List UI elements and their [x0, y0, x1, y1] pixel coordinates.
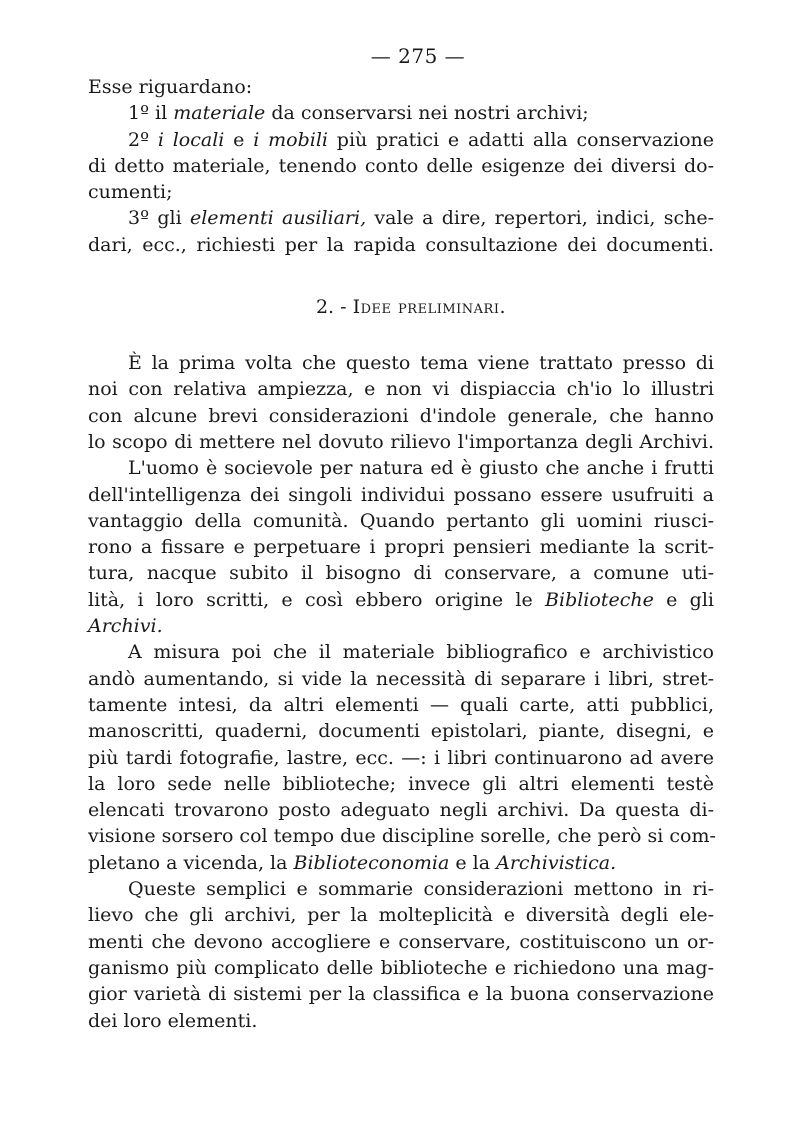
- paragraph-line: lievo che gli archivi, per la molteplicità e diversità degli ele-: [88, 904, 714, 927]
- paragraph-line: [88, 613, 714, 639]
- list-item-3-number: 3º gli: [128, 207, 190, 230]
- paragraph-line: vantaggio della comunità. Quando pertanto gli uomini riusci-: [88, 509, 714, 532]
- list-item-1: [88, 100, 714, 126]
- intro-block: [88, 74, 714, 258]
- paragraph-line: dei loro elementi.: [88, 1009, 258, 1032]
- paragraph-line: [88, 587, 714, 613]
- paragraph-line: visione sorsero col tempo due discipline sorelle, che però si com-: [88, 825, 716, 848]
- section-number: 2. -: [315, 296, 353, 319]
- paragraph-line: A misura poi che il materiale bibliografico e archivistico: [128, 641, 714, 664]
- list-item-2-emphasis-1: i locali: [157, 128, 225, 151]
- paragraph-3: [88, 639, 714, 876]
- paragraph-line: noi con relativa ampiezza, e non vi dispiaccia ch'io lo illustri: [88, 378, 714, 401]
- paragraph-text: pletano a vicenda, la: [88, 851, 294, 874]
- paragraph-2: [88, 455, 714, 639]
- list-item-1-number: 1º il: [128, 102, 174, 125]
- list-item-2-conjunction: e: [224, 128, 254, 151]
- list-item-2-number: 2º: [128, 128, 158, 151]
- paragraph-1: [88, 350, 714, 455]
- paragraph-text: lità, i loro scritti, e così ebbero origine le: [88, 588, 546, 611]
- section-title: Idee preliminari.: [352, 296, 507, 319]
- list-item-2-line-3: cumenti;: [88, 181, 173, 204]
- paragraph-line: Queste semplici e sommarie considerazioni mettono in ri-: [128, 878, 714, 901]
- paragraph-line: tamente intesi, da altri elementi — quali carte, atti pubblici,: [88, 693, 714, 716]
- paragraph-line: È la prima volta che questo tema viene trattato presso di: [128, 352, 714, 375]
- document-page: [88, 38, 714, 1034]
- emphasis-archivistica: Archivistica.: [496, 851, 617, 874]
- paragraph-line: lo scopo di mettere nel dovuto rilievo l'importanza degli Archivi.: [88, 430, 714, 453]
- list-item-1-text: da conservarsi nei nostri archivi;: [265, 102, 589, 125]
- paragraph-line: L'uomo è socievole per natura ed è giusto che anche i frutti: [128, 457, 714, 480]
- list-item-3-line-2: dari, ecc., richiesti per la rapida consultazione dei documenti.: [88, 233, 714, 256]
- paragraph-line: con alcune brevi considerazioni d'indole generale, che hanno: [88, 404, 714, 427]
- paragraph-line: elencati trovarono posto adeguato negli archivi. Da questa di-: [88, 799, 714, 822]
- list-item-3-emphasis: elementi ausiliari,: [189, 207, 367, 230]
- paragraph-line: dell'intelligenza dei singoli individui possano essere usufruiti a: [88, 483, 714, 506]
- list-item-1-emphasis: materiale: [173, 102, 266, 125]
- page-number: — 275 —: [370, 44, 466, 68]
- list-item-2-text: più pratici e adatti alla conservazione: [327, 128, 714, 151]
- paragraph-line: andò aumentando, si vide la necessità di separare i libri, stret-: [88, 667, 714, 690]
- list-item-2-emphasis-2: i mobili: [253, 128, 328, 151]
- list-item-3-line-1: [88, 205, 714, 231]
- paragraph-4: [88, 876, 714, 1034]
- paragraph-line: tura, nacque subito il bisogno di conservare, a comune uti-: [88, 562, 714, 585]
- paragraph-text: e gli: [653, 588, 714, 611]
- list-item-3-text: vale a dire, repertori, indici, sche-: [366, 207, 714, 230]
- paragraph-line: manoscritti, quaderni, documenti epistolari, piante, disegni, e: [88, 720, 714, 743]
- emphasis-biblioteche: Biblioteche: [545, 588, 654, 611]
- list-item-2-line-1: [88, 127, 714, 153]
- emphasis-biblioteconomia: Biblioteconomia: [293, 851, 450, 874]
- section-heading: [108, 294, 714, 320]
- paragraph-line: più tardi fotografie, lastre, ecc. —: i libri continuarono ad avere: [88, 746, 714, 769]
- paragraph-line: ganismo più complicato delle biblioteche e richiedono una mag-: [88, 956, 714, 979]
- paragraph-line: rono a fissare e perpetuare i propri pensieri mediante la scrit-: [88, 536, 714, 559]
- paragraph-text: e la: [449, 851, 497, 874]
- paragraph-line: [88, 850, 714, 876]
- paragraph-line: la loro sede nelle biblioteche; invece gli altri elementi testè: [88, 772, 714, 795]
- paragraph-line: menti che devono accogliere e conservare, costituiscono un or-: [88, 930, 714, 953]
- paragraph-line: gior varietà di sistemi per la classifica e la buona conservazione: [88, 983, 714, 1006]
- emphasis-archivi: Archivi.: [88, 615, 163, 638]
- intro-line: Esse riguardano:: [88, 76, 253, 98]
- list-item-2-line-2: di detto materiale, tenendo conto delle esigenze dei diversi do-: [88, 154, 714, 177]
